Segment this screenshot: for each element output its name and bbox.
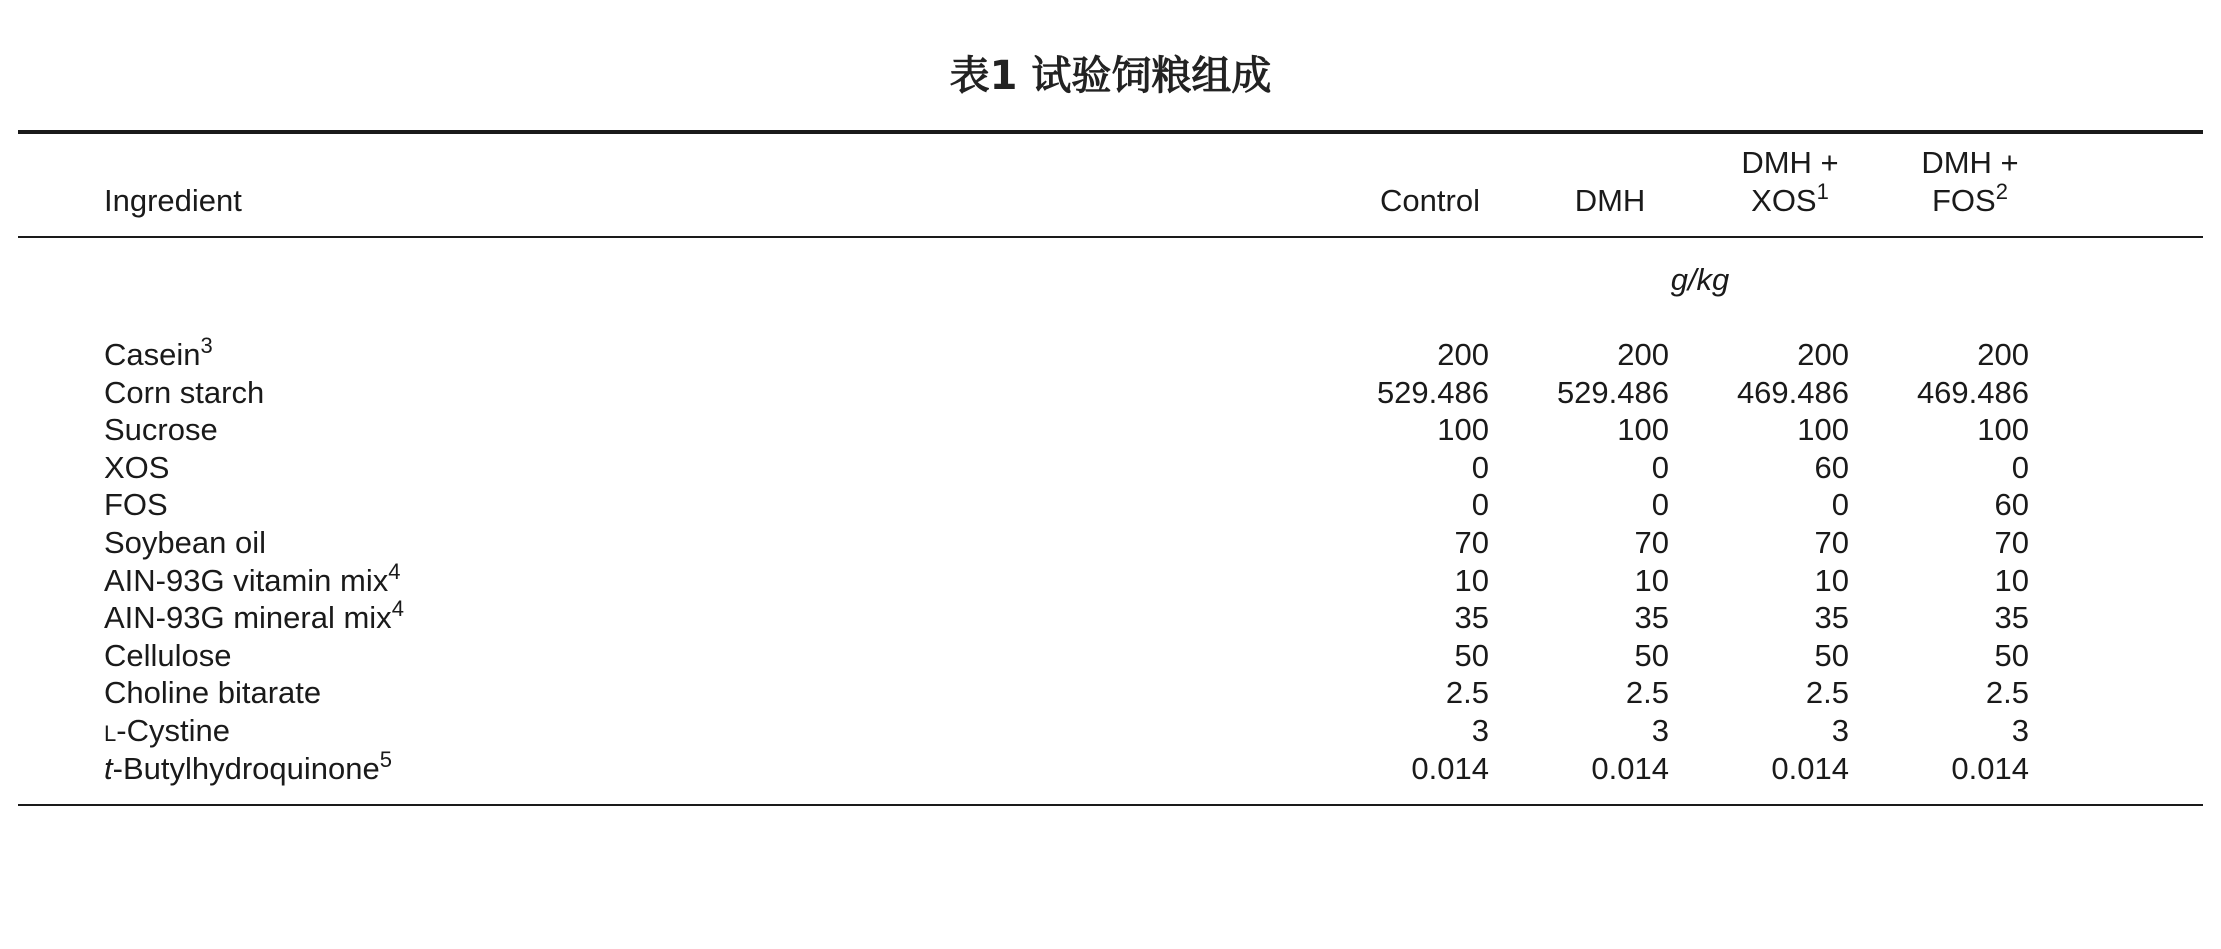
value-cell: 50 (1454, 637, 1489, 673)
value-cell: 70 (1814, 525, 1849, 560)
value-cell: 3 (1471, 713, 1489, 748)
value-cell: 0 (1831, 487, 1849, 523)
value-cell: 0.014 (1771, 750, 1849, 786)
footnote-marker: 2 (1995, 179, 2008, 204)
header-dmh: DMH (1574, 183, 1646, 218)
value-cell: 70 (1454, 525, 1489, 560)
name-text: Casein (104, 337, 201, 372)
value-cell: 529.486 (1376, 374, 1489, 410)
name-text: Sucrose (104, 412, 218, 448)
name-text: -Butylhydroquinone (112, 750, 380, 786)
name-text: AIN-93G mineral mix (104, 600, 392, 636)
value-cell: 10 (1634, 562, 1669, 598)
value-cell: 35 (1814, 600, 1849, 636)
value-cell: 60 (1814, 449, 1849, 485)
value-cell: 100 (1437, 412, 1489, 448)
value-cell: 100 (1797, 412, 1849, 448)
unit-label: g/kg (1670, 262, 1730, 297)
value-cell: 2.5 (1445, 675, 1489, 711)
value-cell: 35 (1634, 600, 1669, 636)
value-cell: 0.014 (1951, 750, 2029, 786)
header-dmh-xos (1715, 144, 1865, 220)
name-text: -Cystine (116, 713, 230, 748)
value-cell: 3 (1651, 713, 1669, 748)
value-cell: 35 (1994, 600, 2029, 636)
value-cell: 50 (1634, 637, 1669, 673)
ingredient-name (104, 637, 232, 675)
value-cell: 0 (1651, 449, 1669, 485)
header-dmh-xos-line1: DMH + (1741, 145, 1839, 180)
name-text: Choline bitarate (104, 675, 322, 711)
value-cell: 2.5 (1985, 675, 2029, 711)
value-cell: 10 (1454, 562, 1489, 598)
ingredient-name (104, 411, 218, 449)
value-cell: 0.014 (1591, 750, 1669, 786)
name-text: Corn starch (104, 374, 265, 410)
footnote-marker: 4 (391, 596, 404, 622)
ingredient-name (104, 674, 321, 712)
header-dmh-fos-line1: DMH + (1921, 145, 2019, 180)
ingredient-name (104, 524, 266, 562)
value-cell: 10 (1994, 562, 2029, 598)
value-cell: 70 (1634, 525, 1669, 560)
name-text: XOS (104, 449, 170, 485)
value-cell: 0 (1471, 487, 1489, 523)
header-dmh-fos-text: FOS (1932, 183, 1996, 218)
value-cell: 469.486 (1736, 374, 1849, 410)
ingredient-name (104, 374, 264, 412)
name-prefix: t (104, 750, 113, 786)
value-cell: 0 (2011, 449, 2029, 485)
header-dmh-xos-text: XOS (1751, 183, 1817, 218)
name-text: AIN-93G vitamin mix (104, 562, 389, 598)
ingredient-name (104, 712, 230, 753)
value-cell: 0 (1471, 449, 1489, 485)
name-text: Soybean oil (104, 525, 267, 560)
value-cell: 200 (1977, 337, 2029, 372)
value-cell: 0 (1651, 487, 1669, 523)
ingredient-name (104, 333, 213, 374)
footnote-marker: 1 (1816, 179, 1829, 204)
ingredient-name (104, 449, 169, 487)
value-cell: 70 (1994, 525, 2029, 560)
table-title: 表1 试验饲粮组成 (949, 53, 1272, 99)
value-cell: 60 (1994, 487, 2029, 523)
ingredient-name (104, 596, 404, 637)
value-cell: 200 (1617, 337, 1669, 372)
header-rule (18, 236, 2203, 238)
header-control: Control (1380, 183, 1480, 218)
value-cell: 100 (1977, 412, 2029, 448)
footnote-marker: 4 (388, 558, 401, 584)
value-cell: 100 (1617, 412, 1669, 448)
header-dmh-fos-line2 (1895, 179, 2045, 220)
header-dmh-fos (1895, 144, 2045, 220)
footnote-marker: 3 (200, 333, 213, 358)
value-cell: 0.014 (1411, 750, 1489, 786)
value-cell: 50 (1814, 637, 1849, 673)
value-cell: 3 (1831, 713, 1849, 748)
name-text: Cellulose (104, 637, 232, 673)
value-cell: 3 (2011, 713, 2029, 748)
header-ingredient: Ingredient (104, 183, 242, 218)
value-cell: 200 (1437, 337, 1489, 372)
value-cell: 10 (1814, 562, 1849, 598)
name-prefix: L (104, 721, 117, 746)
value-cell: 35 (1454, 600, 1489, 636)
ingredient-name (104, 746, 392, 788)
value-cell: 469.486 (1916, 374, 2029, 410)
value-cell: 529.486 (1556, 374, 1669, 410)
top-rule (18, 130, 2203, 134)
name-text: FOS (104, 487, 168, 523)
footnote-marker: 5 (379, 746, 392, 772)
ingredient-name (104, 486, 168, 524)
value-cell: 2.5 (1805, 675, 1849, 711)
bottom-rule (18, 804, 2203, 806)
header-dmh-xos-line2 (1715, 179, 1865, 220)
value-cell: 200 (1797, 337, 1849, 372)
value-cell: 2.5 (1625, 675, 1669, 711)
ingredient-name (104, 558, 401, 600)
value-cell: 50 (1994, 637, 2029, 673)
